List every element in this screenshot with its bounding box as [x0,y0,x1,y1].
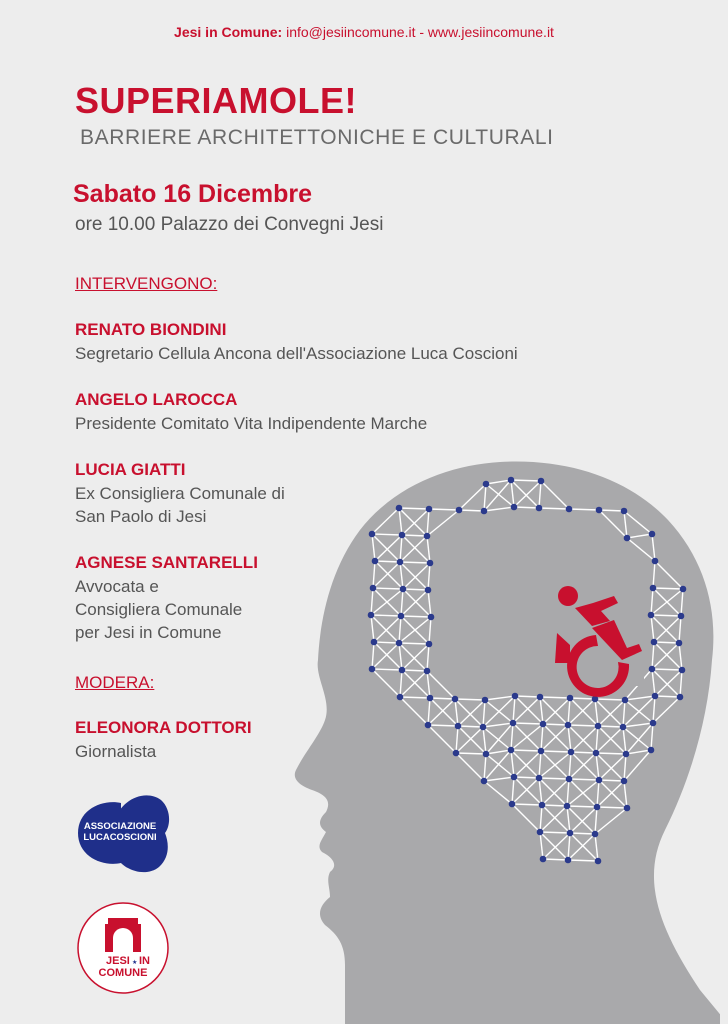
network-node [483,751,490,758]
speaker-role-line: Segretario Cellula Ancona dell'Associazione Luca Coscioni [75,344,518,363]
network-node [677,694,684,701]
network-node [400,586,407,593]
network-node [678,613,685,620]
network-node [512,693,519,700]
network-node [624,535,631,542]
network-node [649,531,656,538]
network-node [538,478,545,485]
network-node [536,775,543,782]
network-node [427,695,434,702]
network-node [397,559,404,566]
network-node [621,778,628,785]
network-node [624,805,631,812]
network-node [537,694,544,701]
network-node [426,506,433,513]
network-node [396,505,403,512]
speaker-role-line: Consigliera Comunale [75,600,243,619]
network-node [621,508,628,515]
network-node [427,560,434,567]
alc-logo-text-1: ASSOCIAZIONE [83,821,157,832]
network-node [649,666,656,673]
speaker-role [75,482,285,528]
network-node [480,724,487,731]
svg-text:★: ★ [132,959,138,966]
network-node [370,585,377,592]
network-node [650,720,657,727]
network-node [622,697,629,704]
jesi-in-comune-logo [75,900,171,996]
network-node [540,856,547,863]
network-node [680,586,687,593]
network-node [456,507,463,514]
network-node [567,830,574,837]
network-node [482,697,489,704]
network-node [565,857,572,864]
event-subtitle: BARRIERE ARCHITETTONICHE E CULTURALI [80,126,554,149]
moderator-name: ELEONORA DOTTORI [75,718,252,737]
network-node [539,802,546,809]
network-node [676,640,683,647]
network-node [369,666,376,673]
network-node [565,722,572,729]
network-node [593,750,600,757]
speaker-role-line: Avvocata e [75,577,159,596]
network-node [596,777,603,784]
network-node [536,505,543,512]
network-node [428,614,435,621]
network-node [623,751,630,758]
speaker-role-line: Presidente Comitato Vita Indipendente Marche [75,414,428,433]
network-node [369,531,376,538]
network-node [592,831,599,838]
speaker-name: RENATO BIONDINI [75,320,227,339]
network-node [483,481,490,488]
network-node [650,585,657,592]
network-node [398,613,405,620]
alc-logo-text-2: LUCACOSCIONI [83,832,157,843]
header-contacts-text: info@jesiincomune.it - www.jesiincomune.it [282,24,554,40]
head-shape [295,462,720,1024]
event-title: SUPERIAMOLE! [75,80,358,121]
network-node [511,774,518,781]
event-time-place: ore 10.00 Palazzo dei Convegni Jesi [75,214,384,235]
speakers-heading: INTERVENGONO: [75,274,218,293]
network-node [564,803,571,810]
head-silhouette-icon [280,455,720,1024]
network-node [567,695,574,702]
network-node [568,749,575,756]
network-node [652,693,659,700]
network-node [538,748,545,755]
network-node [509,801,516,808]
jic-logo-text-3: COMUNE [98,967,148,979]
network-node [425,587,432,594]
jic-logo-text-1: JESI [106,955,130,967]
jic-logo-text-2: IN [139,955,150,967]
network-node [566,776,573,783]
network-node [424,533,431,540]
network-node [595,723,602,730]
network-node [651,639,658,646]
network-node [372,558,379,565]
moderator-role: Giornalista [75,742,157,761]
network-node [397,694,404,701]
speaker-role [75,575,242,644]
speaker-name: LUCIA GIATTI [75,460,186,479]
header-contacts [0,24,728,40]
network-node [648,747,655,754]
network-node [596,507,603,514]
network-node [652,558,659,565]
network-node [453,750,460,757]
moderator-heading: MODERA: [75,673,155,692]
network-node [396,640,403,647]
network-node [510,720,517,727]
speaker-role [75,412,427,435]
network-node [648,612,655,619]
network-node [540,721,547,728]
network-node [511,504,518,511]
speaker-role-line: Ex Consigliera Comunale di [75,484,285,503]
speaker-name: AGNESE SANTARELLI [75,553,258,572]
alc-logo [73,785,173,880]
network-node [595,858,602,865]
network-node [594,804,601,811]
header-org: Jesi in Comune: [174,24,283,40]
network-node [537,829,544,836]
network-node [508,477,515,484]
network-node [481,778,488,785]
network-node [426,641,433,648]
network-node [425,722,432,729]
network-node [399,667,406,674]
network-node [424,668,431,675]
event-date: Sabato 16 Dicembre [73,180,312,208]
network-node [452,696,459,703]
network-node [368,612,375,619]
network-node [679,667,686,674]
network-node [399,532,406,539]
speaker-role [75,342,518,365]
network-node [455,723,462,730]
speaker-role-line: per Jesi in Comune [75,623,222,642]
network-node [620,724,627,731]
network-node [371,639,378,646]
speaker-name: ANGELO LAROCCA [75,390,238,409]
network-node [508,747,515,754]
network-node [481,508,488,515]
network-node [566,506,573,513]
speaker-role-line: San Paolo di Jesi [75,507,207,526]
